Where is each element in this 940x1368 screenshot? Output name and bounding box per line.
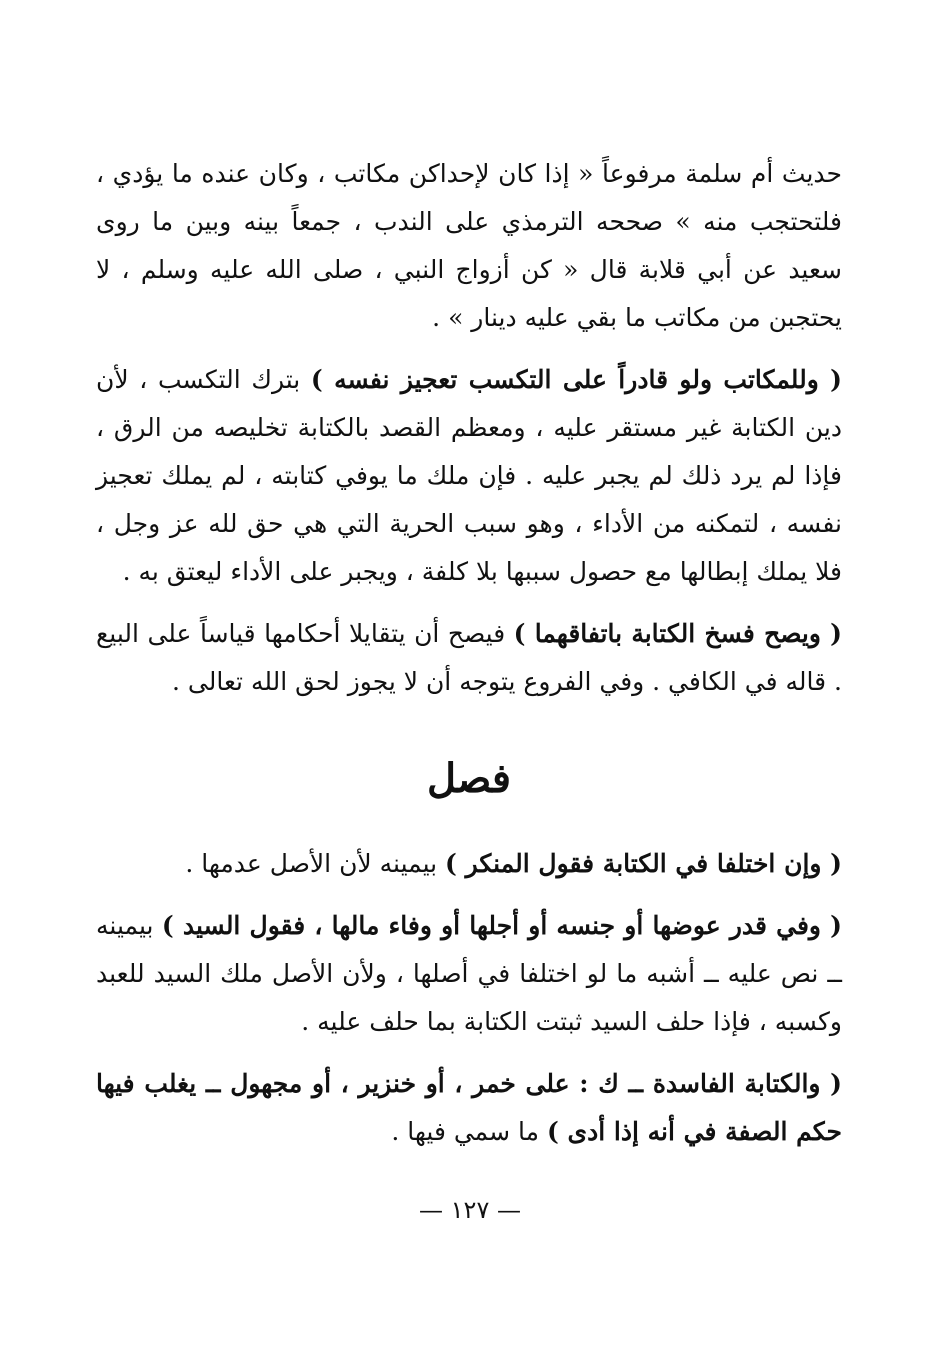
section-paragraph-2-text: بيمينه ــ نص عليه ــ أشبه ما لو اختلفا في أصلها ، ولأن الأصل ملك السيد للعبد وكسبه ، فإذا حلف السيد ثبتت الكتابة بما حلف عليه . xyxy=(96,911,842,1036)
section-paragraph-3 xyxy=(96,1060,842,1156)
paragraph-2-bold: ( وللمكاتب ولو قادراً على التكسب تعجيز نفسه ) xyxy=(310,365,842,394)
section-paragraph-1-text: بيمينه لأن الأصل عدمها . xyxy=(185,849,446,878)
paragraph-1 xyxy=(96,150,842,342)
section-title: فصل xyxy=(426,755,512,802)
section-paragraph-3-text: ما سمي فيها . xyxy=(391,1117,547,1146)
paragraph-1-text: حديث أم سلمة مرفوعاً « إذا كان لإحداكن مكاتب ، وكان عنده ما يؤدي ، فلتحتجب منه » صححه الترمذي على الندب ، جمعاً بينه وبين ما روى سعيد عن أبي قلابة قال « كن أزواج النبي ، صلى الله عليه وسلم ، لا يحتجبن من مكاتب ما بقي عليه دينار » . xyxy=(96,159,842,332)
section-paragraph-1 xyxy=(96,840,842,888)
page-number: — ١٢٧ — xyxy=(419,1196,521,1224)
paragraph-3-bold: ( ويصح فسخ الكتابة باتفاقهما ) xyxy=(513,619,843,648)
section-paragraph-2 xyxy=(96,902,842,1046)
paragraph-2 xyxy=(96,356,842,596)
paragraph-3-text: فيصح أن يتقايلا أحكامها قياساً على البيع . قاله في الكافي . وفي الفروع يتوجه أن لا يجوز لحق الله تعالى . xyxy=(96,619,842,696)
section-paragraph-1-bold: ( وإن اختلفا في الكتابة فقول المنكر ) xyxy=(445,849,842,878)
document-page xyxy=(96,150,842,1170)
paragraph-3 xyxy=(96,610,842,706)
section-paragraph-3-bold: ( والكتابة الفاسدة ــ ك : على خمر ، أو خنزير ، أو مجهول ــ يغلب فيها حكم الصفة في أنه إذا أدى ) xyxy=(96,1069,842,1146)
paragraph-2-text: بترك التكسب ، لأن دين الكتابة غير مستقر عليه ، ومعظم القصد بالكتابة تخليصه من الرق ، فإذا لم يرد ذلك لم يجبر عليه . فإن ملك ما يوفي كتابته ، لم يملك تعجيز نفسه ، لتمكنه من الأداء ، وهو سبب الحرية التي هي حق لله عز وجل ، فلا يملك إبطالها مع حصول سببها بلا كلفة ، ويجبر على الأداء ليعتق به . xyxy=(96,365,842,586)
section-paragraph-2-bold: ( وفي قدر عوضها أو جنسه أو أجلها أو وفاء مالها ، فقول السيد ) xyxy=(161,911,842,940)
